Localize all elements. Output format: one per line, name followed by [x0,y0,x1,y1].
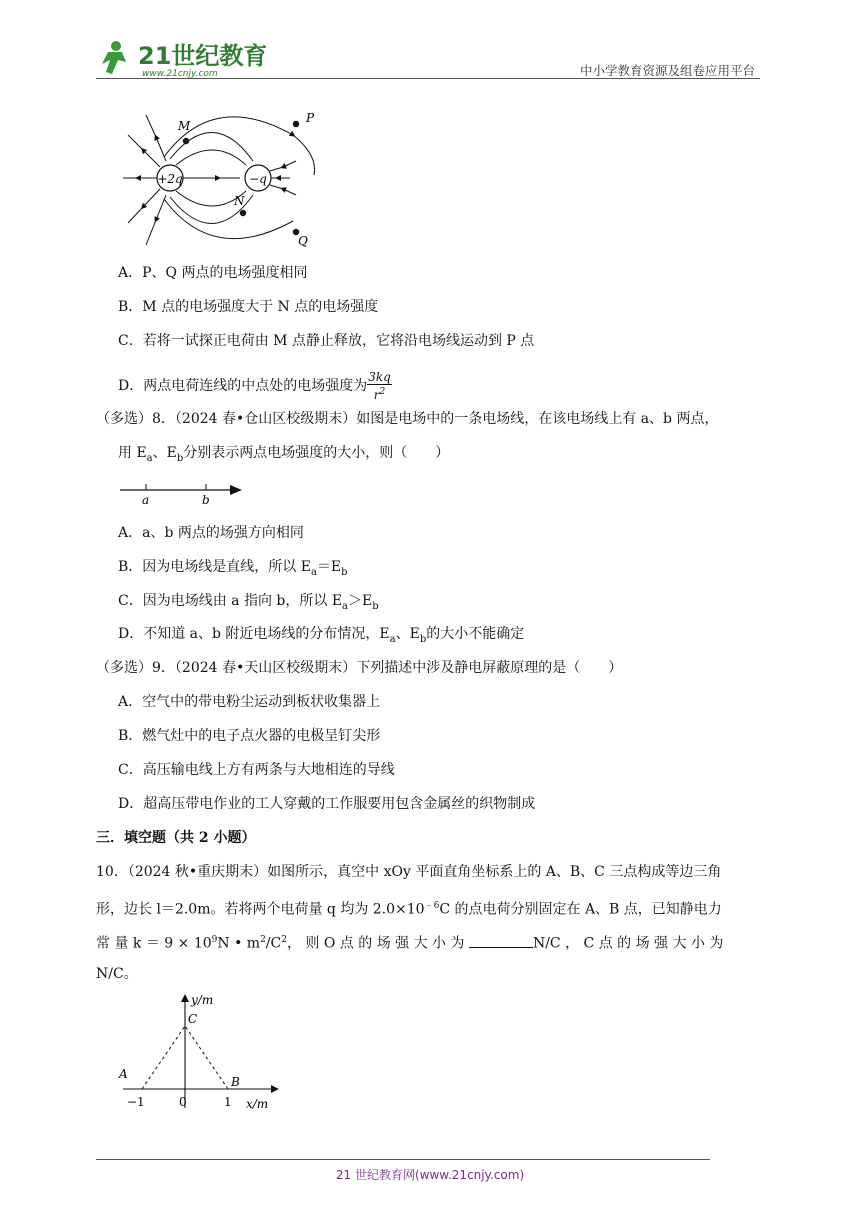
electric-field-line-figure [118,480,248,510]
q10-line3: 常 量 $k = 9 \times 10^9N$ • $m^2/C^2$， 则 O 点 的 场 强 大 小 为 N/C ， C 点 的 场 强 大 小 为 [96,930,723,954]
point-A-label: A [119,1067,128,1081]
point-B-label: B [231,1075,240,1089]
logo-url: www.21cnjy.com [142,69,218,78]
x-axis-label: x/m [246,1097,269,1111]
footer-divider [96,1159,710,1160]
logo-text: 21世纪教育 [138,42,266,70]
q8-option-a: A．a、b 两点的场强方向相同 [118,525,304,541]
answer-blank-1[interactable] [469,933,533,948]
q8-option-c: C．因为电场线由 a 指向 b，所以 $E_a>E_b$ [118,593,379,612]
q10-line1: 10．（2024 秋•重庆期末）如图所示，真空中 xOy 平面直角坐标系上的 A、B、C 三点构成等边三角 [96,864,722,880]
y-axis-label: y/m [191,993,214,1007]
site-logo [96,38,266,78]
platform-name: 中小学教育资源及组卷应用平台 [579,63,755,78]
point-M-label: M [178,119,191,133]
q8-stem-line1: （多选）8．（2024 春•仓山区校级期末）如图是电场中的一条电场线，在该电场线上有 a、b 两点， [96,411,719,427]
tick-one: 1 [224,1095,232,1109]
minus-charge-label: −q [249,172,267,186]
q7-option-d-fraction: $\frac{3kq}{r^2}$ [368,370,391,402]
header-divider [96,78,760,79]
q7-option-d [118,370,392,402]
point-b-label: b [202,493,210,507]
q9-option-d: D．超高压带电作业的工人穿戴的工作服要用包含金属丝的织物制成 [118,796,536,812]
section-heading: 三．填空题（共 2 小题） [96,830,256,846]
field-lines-figure [118,95,328,255]
q9-stem: （多选）9．（2024 春•天山区校级期末）下列描述中涉及静电屏蔽原理的是（ ） [96,660,623,676]
q10-line4: N/C。 [96,966,138,982]
point-Q-label: Q [298,234,308,248]
q7-option-d-text: D．两点电荷连线的中点处的电场强度为 [118,378,368,394]
q8-option-d: D．不知道 a、b 附近电场线的分布情况，$E_a$、$E_b$的大小不能确定 [118,626,525,645]
coordinate-triangle-figure [113,990,293,1120]
q9-option-c: C．高压输电线上方有两条与大地相连的导线 [118,762,395,778]
q7-option-b: B．M 点的电场强度大于 N 点的电场强度 [118,299,379,315]
point-C-label: C [188,1012,198,1026]
q8-stem-line2: 用 $E_a$、$E_b$分别表示两点电场强度的大小，则（ ） [118,445,450,464]
q9-option-a: A．空气中的带电粉尘运动到板状收集器上 [118,694,381,710]
q7-option-a: A．P、Q 两点的电场强度相同 [118,265,308,281]
q8-option-b: B．因为电场线是直线，所以 $E_a=E_b$ [118,559,348,578]
point-N-label: N [234,194,245,208]
point-P-label: P [306,111,315,125]
tick-minus-one: −1 [127,1095,145,1109]
q10-line2: 形，边长 l＝2.0m。若将两个电荷量 q 均为 $2.0\times 10^{﹣6}C$ 的点电荷分别固定在 A、B 点，已知静电力 [96,901,722,918]
footer-text: 21 世纪教育网(www.21cnjy.com) [335,1168,525,1182]
q9-option-b: B．燃气灶中的电子点火器的电极呈钉尖形 [118,728,381,744]
point-a-label: a [142,493,150,507]
plus-charge-label: +2q [157,172,183,186]
tick-zero: 0 [179,1095,187,1109]
q7-option-c: C．若将一试探正电荷由 M 点静止释放，它将沿电场线运动到 P 点 [118,333,535,349]
